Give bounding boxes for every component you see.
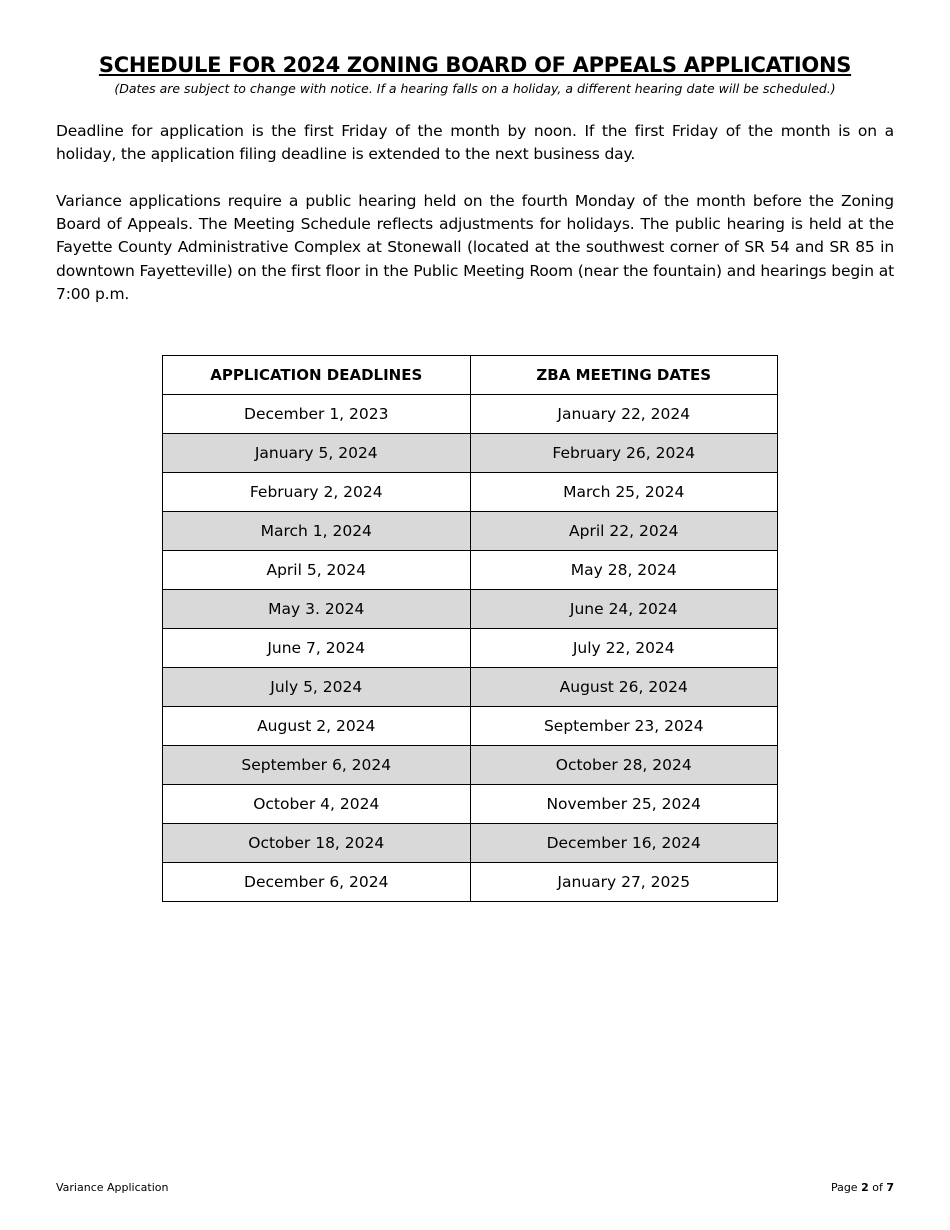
table-row: [163, 629, 778, 668]
table-row: [163, 668, 778, 707]
deadline-cell: August 2, 2024: [163, 707, 471, 746]
footer-page-number: [831, 1181, 894, 1195]
meeting-date-cell: January 22, 2024: [470, 395, 778, 434]
table-header-row: [163, 356, 778, 395]
table-row: [163, 551, 778, 590]
deadline-paragraph: Deadline for application is the first Friday of the month by noon. If the first Friday of the month is on a holiday, the application filing deadline is extended to the next business day.: [56, 122, 894, 164]
meeting-date-cell: June 24, 2024: [470, 590, 778, 629]
footer-document-name: Variance Application: [56, 1181, 169, 1194]
meeting-date-cell: December 16, 2024: [470, 824, 778, 863]
meeting-date-cell: May 28, 2024: [470, 551, 778, 590]
table-row: [163, 785, 778, 824]
deadline-cell: March 1, 2024: [163, 512, 471, 551]
meeting-date-cell: February 26, 2024: [470, 434, 778, 473]
column-header-application-deadlines: APPLICATION DEADLINES: [163, 356, 471, 395]
column-header-zba-meeting-dates: ZBA MEETING DATES: [470, 356, 778, 395]
schedule-table: [162, 355, 778, 902]
meeting-date-cell: January 27, 2025: [470, 863, 778, 902]
deadline-cell: January 5, 2024: [163, 434, 471, 473]
meeting-date-cell: September 23, 2024: [470, 707, 778, 746]
table-row: [163, 824, 778, 863]
meeting-date-cell: March 25, 2024: [470, 473, 778, 512]
total-pages: 7: [886, 1181, 894, 1194]
table-row: [163, 512, 778, 551]
meeting-date-cell: October 28, 2024: [470, 746, 778, 785]
deadline-cell: October 4, 2024: [163, 785, 471, 824]
deadline-cell: February 2, 2024: [163, 473, 471, 512]
page-subtitle: (Dates are subject to change with notice. If a hearing falls on a holiday, a different hearing date will be scheduled.): [114, 81, 836, 96]
hearing-paragraph: Variance applications require a public hearing held on the fourth Monday of the month before the Zoning Board of Appeals. The Meeting Schedule reflects adjustments for holidays. The public hearing is held at the Fayette County Administrative Complex at Stonewall (located at the southwest corner of SR 54 and SR 85 in downtown Fayetteville) on the first floor in the Public Meeting Room (near the fountain) and hearings begin at 7:00 p.m.: [56, 192, 894, 303]
deadline-cell: October 18, 2024: [163, 824, 471, 863]
current-page: 2: [861, 1181, 869, 1194]
table-row: [163, 863, 778, 902]
table-row: [163, 395, 778, 434]
deadline-cell: December 6, 2024: [163, 863, 471, 902]
deadline-cell: June 7, 2024: [163, 629, 471, 668]
deadline-cell: April 5, 2024: [163, 551, 471, 590]
meeting-date-cell: July 22, 2024: [470, 629, 778, 668]
meeting-date-cell: November 25, 2024: [470, 785, 778, 824]
table-row: [163, 473, 778, 512]
table-row: [163, 707, 778, 746]
deadline-cell: May 3. 2024: [163, 590, 471, 629]
deadline-cell: September 6, 2024: [163, 746, 471, 785]
deadline-cell: July 5, 2024: [163, 668, 471, 707]
deadline-cell: December 1, 2023: [163, 395, 471, 434]
table-row: [163, 590, 778, 629]
page-of-label: of: [872, 1181, 883, 1194]
page-label: Page: [830, 1181, 858, 1194]
table-row: [163, 746, 778, 785]
meeting-date-cell: April 22, 2024: [470, 512, 778, 551]
page-title: SCHEDULE FOR 2024 ZONING BOARD OF APPEALS APPLICATIONS: [98, 53, 852, 77]
meeting-date-cell: August 26, 2024: [470, 668, 778, 707]
table-row: [163, 434, 778, 473]
